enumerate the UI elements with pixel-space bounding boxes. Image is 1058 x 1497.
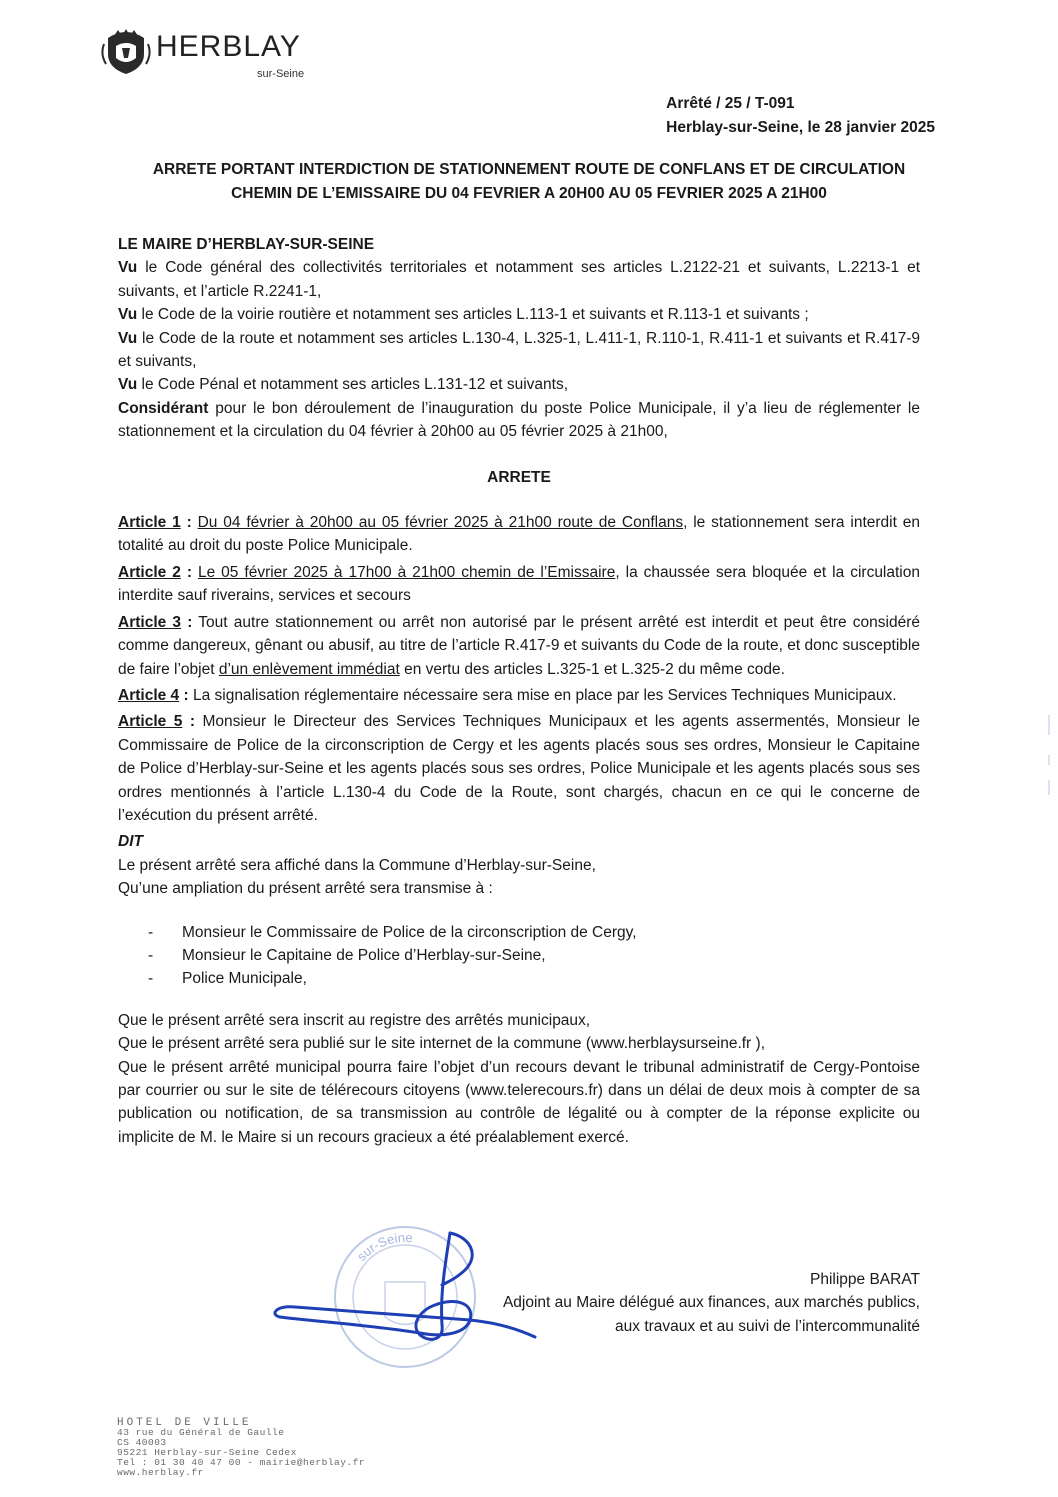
stamp-text: sur-Seine [353, 1229, 414, 1264]
decree-place-date: Herblay-sur-Seine, le 28 janvier 2025 [666, 119, 935, 136]
dit-line-4: Que le présent arrêté sera publié sur le site internet de la commune (www.herblaysurseine.fr ), [118, 1035, 765, 1053]
footer-address-line: CS 40003 [117, 1437, 167, 1448]
recipient-text: Monsieur le Capitaine de Police d’Herblay-sur-Seine, [182, 946, 546, 964]
footer-title: HOTEL DE VILLE [117, 1417, 252, 1429]
title-line-1: ARRETE PORTANT INTERDICTION DE STATIONNEMENT ROUTE DE CONFLANS ET DE CIRCULATION [152, 161, 906, 178]
decree-title [118, 158, 940, 206]
scan-marks [1044, 715, 1054, 795]
article-colon: : [179, 686, 189, 704]
dash-bullet: - [148, 946, 154, 964]
signatory-role-2: aux travaux et au suivi de l’intercommunalité [615, 1317, 920, 1335]
footer-contact: Tel : 01 30 40 47 00 - mairie@herblay.fr [117, 1457, 366, 1468]
dit-line-2: Qu’une ampliation du présent arrêté sera transmise à : [118, 880, 493, 898]
decree-reference [666, 92, 935, 140]
article-2-label: Article 2 [118, 563, 181, 581]
vu-label: Vu [118, 376, 138, 394]
vu-text: le Code général des collectivités territoriales et notamment ses articles L.2122-21 et suivants, L.2213-1 et suivants, et l’article R.2241-1, [118, 259, 921, 300]
considerant-text: pour le bon déroulement de l’inauguration du poste Police Municipale, il y’a lieu de réglementer le stationnement et la circulation du 04 février à 20h00 au 05 février 2025 à 21h00, [118, 399, 920, 441]
article-3 [118, 611, 920, 681]
vu-text: le Code de la voirie routière et notamment ses articles L.113-1 et suivants et R.113-1 et suivants ; [141, 306, 809, 324]
article-3-text-after: en vertu des articles L.325-1 et L.325-2 du même code. [404, 660, 785, 678]
decree-number: Arrêté / 25 / T-091 [666, 95, 795, 112]
article-4-label: Article 4 [118, 686, 180, 704]
signatory-block [503, 1268, 920, 1338]
article-5-text: Monsieur le Directeur des Services Techniques Municipaux et les agents assermentés, Monsieur le Commissaire de Police de la circonscription de Cergy et les agents placés sous ses ordres, Monsieur le Capitaine de Police d’Herblay-sur-Seine et les agents placés sous ses ordres, Police Municipale et les agents placés sous ses ordres mentionnés à l’article L.130-4 du Code de la Route, sont chargés, chacun en ce qui le concerne de l’exécution du présent arrêté. [118, 713, 920, 824]
recipients-list [148, 921, 920, 991]
article-5 [118, 710, 920, 827]
dit-line-5: Que le présent arrêté municipal pourra faire l’objet d’un recours devant le tribunal administratif de Cergy-Pontoise par courrier ou sur le site de télérecours citoyens (www.telerecours.fr) dans un délai de deux mois à compter de sa publication ou notification, de sa transmission au contrôle de légalité ou à compter de la réponse explicite ou implicite de M. le Maire si un recours gracieux a été préalablement exercé. [118, 1058, 920, 1146]
signatory-role-1: Adjoint au Maire délégué aux finances, aux marchés publics, [502, 1294, 920, 1312]
dit-heading: DIT [118, 833, 143, 851]
vu-paragraph-4 [118, 373, 920, 396]
considerant-label: Considérant [118, 399, 209, 417]
herblay-logo [100, 22, 330, 82]
logo-name: HERBLAY [156, 30, 301, 63]
article-2-text: , la chaussée sera bloquée et la circulation interdite sauf riverains, services et secours [118, 563, 920, 605]
footer-address-line: 43 rue du Général de Gaulle [117, 1427, 285, 1438]
article-5-label: Article 5 [118, 713, 183, 731]
signatory-name: Philippe BARAT [810, 1271, 920, 1288]
vu-text: le Code de la route et notamment ses articles L.130-4, L.325-1, L.411-1, R.110-1, R.411-1 et suivants et R.417-9 et suivants, [118, 329, 920, 371]
article-4 [118, 684, 920, 707]
decree-body [118, 233, 920, 1149]
article-1-period: Du 04 février à 20h00 au 05 février 2025 à 21h00 route de Conflans [197, 514, 684, 532]
article-3-removal: d’un enlèvement immédiat [218, 660, 400, 678]
title-line-2: CHEMIN DE L’EMISSAIRE DU 04 FEVRIER A 20H00 AU 05 FEVRIER 2025 A 21H00 [231, 185, 827, 202]
recipient-text: Police Municipale, [182, 970, 307, 988]
vu-label: Vu [118, 259, 138, 277]
article-3-label: Article 3 [118, 613, 182, 631]
vu-paragraph-1 [118, 256, 920, 303]
list-item [148, 944, 920, 967]
article-1-text: , le stationnement sera interdit en totalité au droit du poste Police Municipale. [118, 514, 921, 555]
maire-heading: LE MAIRE D’HERBLAY-SUR-SEINE [118, 236, 375, 253]
footer-address-line: 95221 Herblay-sur-Seine Cedex [117, 1447, 297, 1458]
vu-label: Vu [118, 329, 138, 347]
recipient-text: Monsieur le Commissaire de Police de la circonscription de Cergy, [182, 923, 637, 941]
arrete-heading: ARRETE [487, 468, 551, 486]
logo-subtitle: sur-Seine [257, 68, 305, 80]
article-4-text: La signalisation réglementaire nécessaire sera mise en place par les Services Techniques Municipaux. [192, 686, 897, 704]
article-1-label: Article 1 [118, 514, 181, 532]
crest-icon [100, 24, 152, 76]
article-colon: : [181, 613, 193, 631]
article-3-text-before: Tout autre stationnement ou arrêt non autorisé par le présent arrêté est interdit et peut être considéré comme dangereux, gênant ou abusif, au titre de l’article R.417-9 et suivants du Code de la route, et donc susceptible de faire l’objet [118, 613, 921, 678]
footer-address [117, 1418, 437, 1478]
dash-bullet: - [148, 923, 154, 941]
vu-label: Vu [118, 306, 138, 324]
dash-bullet: - [148, 970, 154, 988]
article-2 [118, 561, 920, 608]
article-colon: : [180, 514, 192, 532]
vu-paragraph-3 [118, 327, 920, 374]
dit-line-3: Que le présent arrêté sera inscrit au registre des arrêtés municipaux, [118, 1011, 591, 1029]
considerant-paragraph [118, 397, 920, 444]
vu-text: le Code Pénal et notamment ses articles L.131-12 et suivants, [141, 376, 569, 394]
dit-line-1: Le présent arrêté sera affiché dans la Commune d’Herblay-sur-Seine, [118, 856, 596, 874]
article-1 [118, 511, 920, 558]
article-colon: : [182, 713, 195, 731]
article-2-period: Le 05 février 2025 à 17h00 à 21h00 chemin de l’Emissaire [197, 563, 616, 581]
list-item [148, 967, 920, 990]
list-item [148, 921, 920, 944]
footer-website: www.herblay.fr [117, 1467, 204, 1478]
vu-paragraph-2 [118, 303, 920, 326]
article-colon: : [180, 563, 192, 581]
